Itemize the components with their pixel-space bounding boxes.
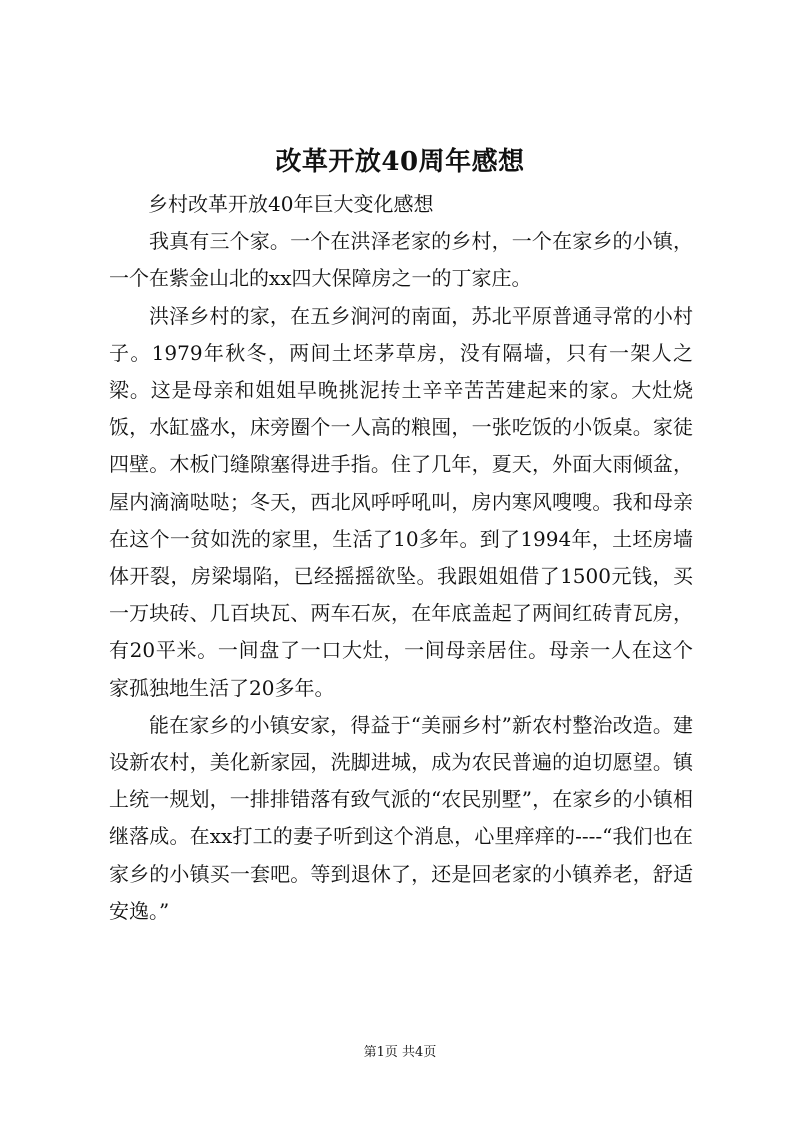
body-paragraph-1: 我真有三个家。一个在洪泽老家的乡村，一个在家乡的小镇，一个在紫金山北的xx四大保障房之一的丁家庄。 [109,229,693,291]
subtitle-paragraph: 乡村改革开放40年巨大变化感想 [148,192,434,216]
document-title: 改革开放40周年感想 [275,147,525,177]
body-paragraph-2: 洪泽乡村的家，在五乡涧河的南面，苏北平原普通寻常的小村子。1979年秋冬，两间土坯茅草房，没有隔墙，只有一架人之梁。这是母亲和姐姐早晚挑泥抟土辛辛苦苦建起来的家。大灶烧饭，水缸盛水，床旁圈个一人高的粮囤，一张吃饭的小饭桌。家徒四壁。木板门缝隙塞得进手指。住了几年，夏天，外面大雨倾盆，屋内滴滴哒哒；冬天，西北风呼呼吼叫，房内寒风嗖嗖。我和母亲在这个一贫如洗的家里，生活了10多年。到了1994年，土坯房墙体开裂，房梁塌陷，已经摇摇欲坠。我跟姐姐借了1500元钱，买一万块砖、几百块瓦、两车石灰，在年底盖起了两间红砖青瓦房，有20平米。一间盘了一口大灶，一间母亲居住。母亲一人在这个家孤独地生活了20多年。 [109,303,693,700]
page-footer: 第1页 共4页 [363,1045,437,1060]
document-body [109,186,693,930]
body-paragraph-3: 能在家乡的小镇安家，得益于“美丽乡村”新农村整治改造。建设新农村，美化新家园，洗脚进城，成为农民普遍的迫切愿望。镇上统一规划，一排排错落有致气派的“农民别墅”，在家乡的小镇相继落成。在xx打工的妻子听到这个消息，心里痒痒的----“我们也在家乡的小镇买一套吧。等到退休了，还是回老家的小镇养老，舒适安逸。” [109,712,693,923]
